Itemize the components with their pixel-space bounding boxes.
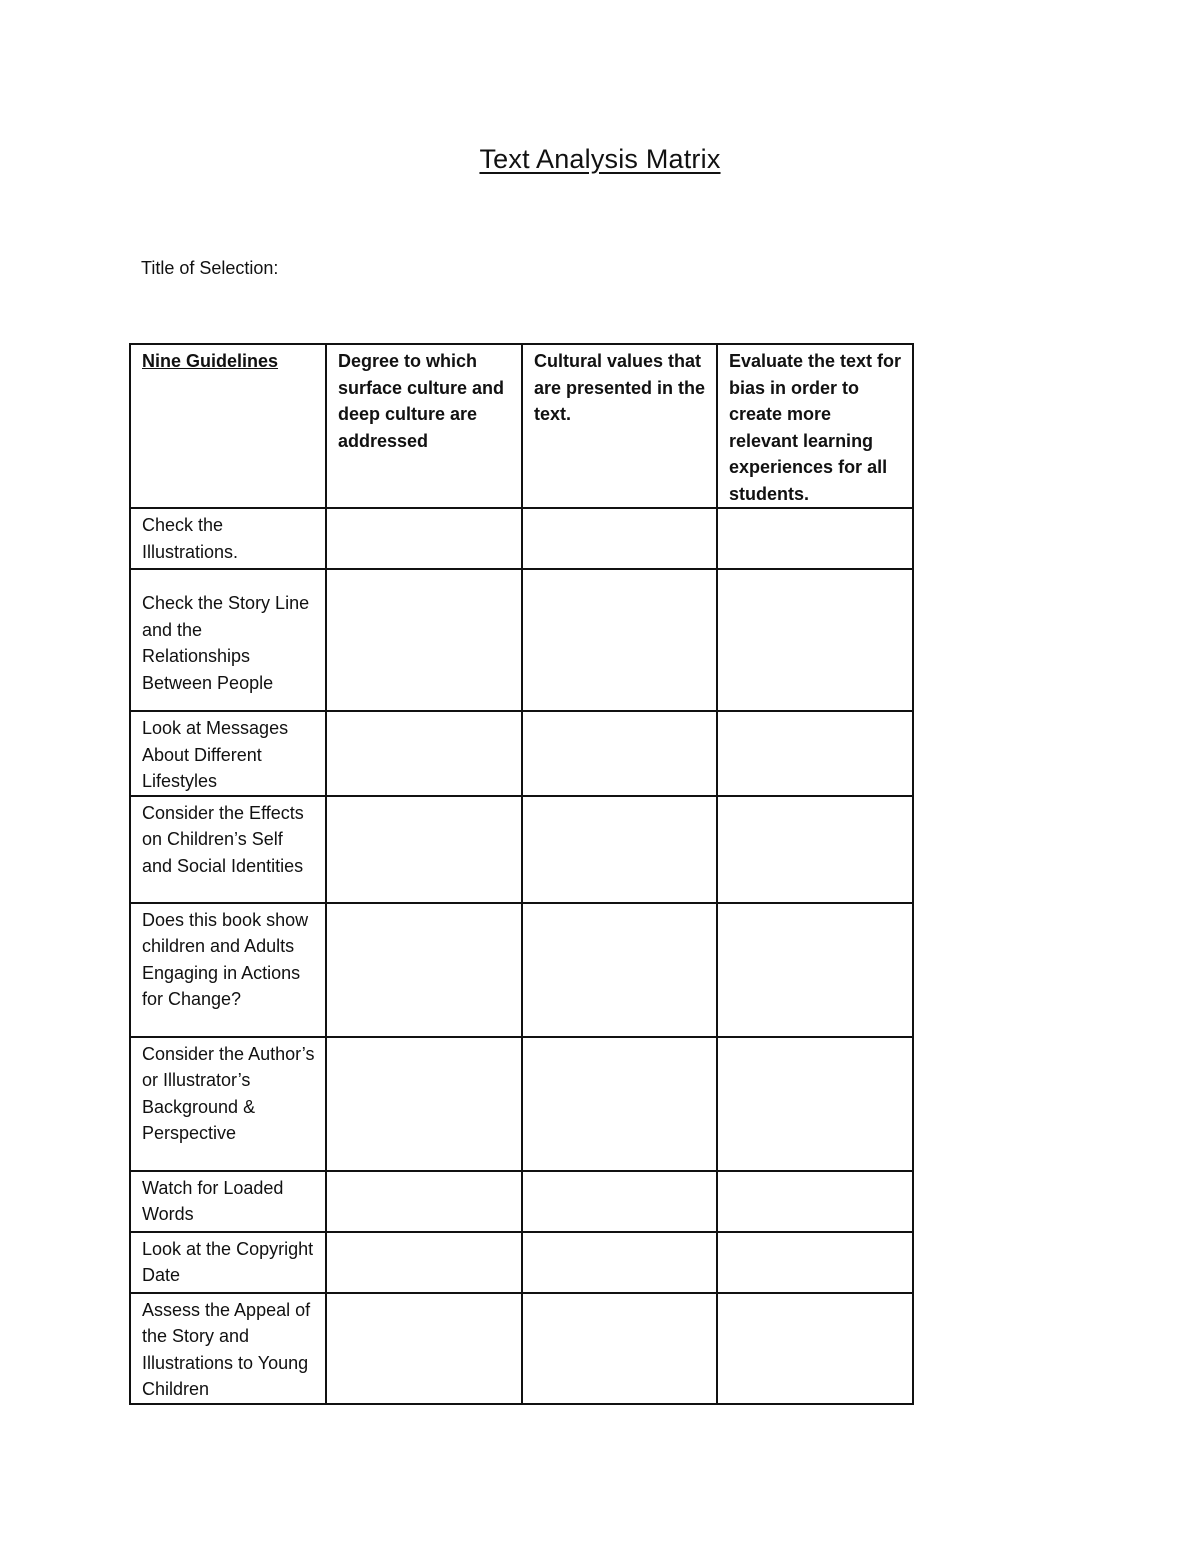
response-cell-bias[interactable]: [717, 796, 913, 903]
header-cultural-values: Cultural values that are presented in the text.: [522, 344, 717, 508]
table-row: [130, 903, 913, 1037]
response-cell-bias[interactable]: [717, 1037, 913, 1171]
response-cell-values[interactable]: [522, 903, 717, 1037]
table-row: [130, 1171, 913, 1232]
header-nine-guidelines-label: Nine Guidelines: [142, 351, 279, 371]
guideline-cell: Consider the Effects on Children’s Self and Social Identities: [130, 796, 326, 903]
text-analysis-matrix-table: [129, 343, 914, 1405]
response-cell-culture[interactable]: [326, 1171, 522, 1232]
guideline-cell: Does this book show children and Adults Engaging in Actions for Change?: [130, 903, 326, 1037]
response-cell-values[interactable]: [522, 569, 717, 711]
response-cell-culture[interactable]: [326, 508, 522, 569]
table-row: [130, 711, 913, 796]
response-cell-culture[interactable]: [326, 1293, 522, 1404]
table-row: [130, 1293, 913, 1404]
guideline-cell: Look at the Copyright Date: [130, 1232, 326, 1293]
response-cell-culture[interactable]: [326, 796, 522, 903]
response-cell-culture[interactable]: [326, 1232, 522, 1293]
response-cell-bias[interactable]: [717, 711, 913, 796]
document-title: Text Analysis Matrix: [479, 144, 721, 174]
response-cell-values[interactable]: [522, 711, 717, 796]
response-cell-values[interactable]: [522, 1037, 717, 1171]
response-cell-bias[interactable]: [717, 569, 913, 711]
response-cell-culture[interactable]: [326, 711, 522, 796]
table-row: [130, 1232, 913, 1293]
response-cell-values[interactable]: [522, 1232, 717, 1293]
response-cell-values[interactable]: [522, 508, 717, 569]
guideline-cell: Check the Story Line and the Relationships Between People: [130, 569, 326, 711]
table-row: [130, 1037, 913, 1171]
guideline-cell: Check the Illustrations.: [130, 508, 326, 569]
response-cell-bias[interactable]: [717, 1171, 913, 1232]
response-cell-values[interactable]: [522, 1293, 717, 1404]
header-evaluate-bias: Evaluate the text for bias in order to create more relevant learning experiences for all students.: [717, 344, 913, 508]
table-header-row: [130, 344, 913, 508]
table-row: [130, 796, 913, 903]
table-row: [130, 569, 913, 711]
response-cell-culture[interactable]: [326, 903, 522, 1037]
response-cell-values[interactable]: [522, 796, 717, 903]
response-cell-bias[interactable]: [717, 1232, 913, 1293]
response-cell-bias[interactable]: [717, 508, 913, 569]
header-nine-guidelines: [130, 344, 326, 508]
guideline-cell: Consider the Author’s or Illustrator’s Background & Perspective: [130, 1037, 326, 1171]
table-row: [130, 508, 913, 569]
header-surface-deep-culture: Degree to which surface culture and deep culture are addressed: [326, 344, 522, 508]
response-cell-values[interactable]: [522, 1171, 717, 1232]
response-cell-bias[interactable]: [717, 1293, 913, 1404]
response-cell-culture[interactable]: [326, 569, 522, 711]
guideline-cell: Look at Messages About Different Lifestyles: [130, 711, 326, 796]
guideline-cell: Watch for Loaded Words: [130, 1171, 326, 1232]
guideline-cell: Assess the Appeal of the Story and Illustrations to Young Children: [130, 1293, 326, 1404]
title-of-selection-label: Title of Selection:: [141, 258, 279, 278]
response-cell-bias[interactable]: [717, 903, 913, 1037]
response-cell-culture[interactable]: [326, 1037, 522, 1171]
